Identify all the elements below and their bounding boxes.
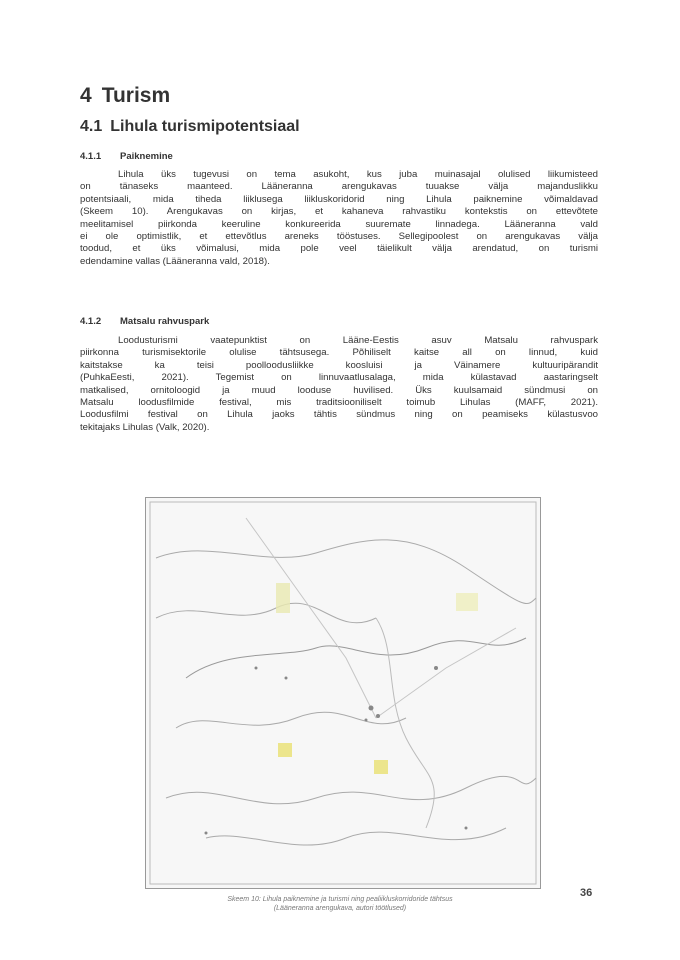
subsection-heading-2	[80, 316, 209, 327]
coastline	[206, 828, 506, 845]
settlement	[465, 827, 468, 830]
text-line: Loodusturismi vaatepunktist on Lääne-Eestis asuv Matsalu rahvuspark	[118, 335, 598, 346]
text-line: Matsalu loodusfilmide festival, mis traditsiooniliselt toimub Lihulas (MAFF, 2021).	[80, 397, 598, 409]
subsection-number: 4.1.2	[80, 316, 102, 327]
section-heading	[80, 118, 300, 136]
section-title: Lihula turismipotentsiaal	[110, 118, 300, 135]
settlement	[376, 714, 380, 718]
settlement	[434, 666, 438, 670]
text-line: on tänaseks maanteed. Lääneranna arengukavas tuuakse välja majanduslikku	[80, 181, 598, 193]
map-marker	[374, 760, 388, 774]
paragraph-paiknemine	[80, 169, 598, 268]
text-line: (Skeem 10). Arengukavas on kirjas, et kahaneva rahvastiku kontekstis on ettevõtete	[80, 206, 598, 218]
text-line: potentsiaali, mida tiheda liiklusega liikluskoridorid ning Lihula paiknemine võimaldavad	[80, 193, 598, 205]
text-line: edendamine vallas (Lääneranna vald, 2018).	[80, 255, 270, 267]
text-line: (PuhkaEesti, 2021). Tegemist on linnuvaatlusalaga, mida külastavad aastaringselt	[80, 372, 598, 384]
chapter-heading	[80, 84, 170, 108]
settlement	[205, 832, 208, 835]
text-line: ei ole optimistlik, et ettevõtlus areneks tööstuses. Sellegipoolest on arengukavas välja	[80, 231, 598, 243]
text-line: meelitamisel piirkonda keeruline konkureerida suuremate linnadega. Lääneranna vald	[80, 218, 598, 230]
settlement-dots	[205, 666, 468, 835]
caption-line: Skeem 10: Lihula paiknemine ja turismi ning pealiikluskorridoride tähtsus	[227, 896, 453, 903]
settlement	[365, 719, 368, 722]
subsection-title: Paiknemine	[120, 151, 173, 162]
map-inner-frame	[150, 502, 536, 884]
coastline	[176, 712, 406, 728]
page-number: 36	[580, 887, 593, 899]
map-drawing	[146, 498, 540, 888]
section-number: 4.1	[80, 118, 103, 135]
text-line: kaitstakse ka teisi poolloodusliikke koosluisi ja Väinamere kultuuripärandit	[80, 359, 598, 371]
chapter-number: 4	[80, 84, 92, 107]
text-line: piirkonna turismisektorile olulise tähtsusega. Põhiliselt kaitse all on linnud, kuid	[80, 347, 598, 359]
road	[246, 518, 376, 718]
figure-caption	[150, 895, 530, 913]
map-marker	[456, 593, 478, 611]
settlement	[369, 706, 374, 711]
road	[376, 628, 516, 718]
coastline	[186, 638, 526, 678]
subsection-number: 4.1.1	[80, 151, 102, 162]
coastline	[156, 603, 376, 623]
chapter-title: Turism	[101, 84, 171, 107]
subsection-title: Matsalu rahvuspark	[120, 316, 210, 327]
text-line: Lihula üks tugevusi on tema asukoht, kus juba muinasajal olulised liikumisteed	[118, 169, 598, 180]
coastline	[156, 540, 536, 604]
subsection-heading-1	[80, 151, 173, 162]
settlement	[255, 667, 258, 670]
text-line: toodud, et üks võimalusi, mida pole veel täielikult välja arendatud, on turismi	[80, 243, 598, 255]
map-marker	[278, 743, 292, 757]
caption-line: (Lääneranna arengukava, autori töötlused)	[273, 905, 407, 912]
text-line: Loodusfilmi festival on Lihula jaoks tähtis sündmus ning on peamiseks külastusvoo	[80, 409, 598, 421]
coastline	[166, 776, 536, 803]
map-marker	[276, 583, 290, 613]
settlement	[285, 677, 288, 680]
paragraph-matsalu	[80, 335, 598, 434]
region-map-figure	[145, 497, 541, 889]
text-line: matkalised, ornitoloogid ja muud looduse huvilised. Üks kuulsamaid sündmusi on	[80, 384, 598, 396]
text-line: tekitajaks Lihulas (Valk, 2020).	[80, 421, 210, 433]
road	[376, 618, 434, 828]
